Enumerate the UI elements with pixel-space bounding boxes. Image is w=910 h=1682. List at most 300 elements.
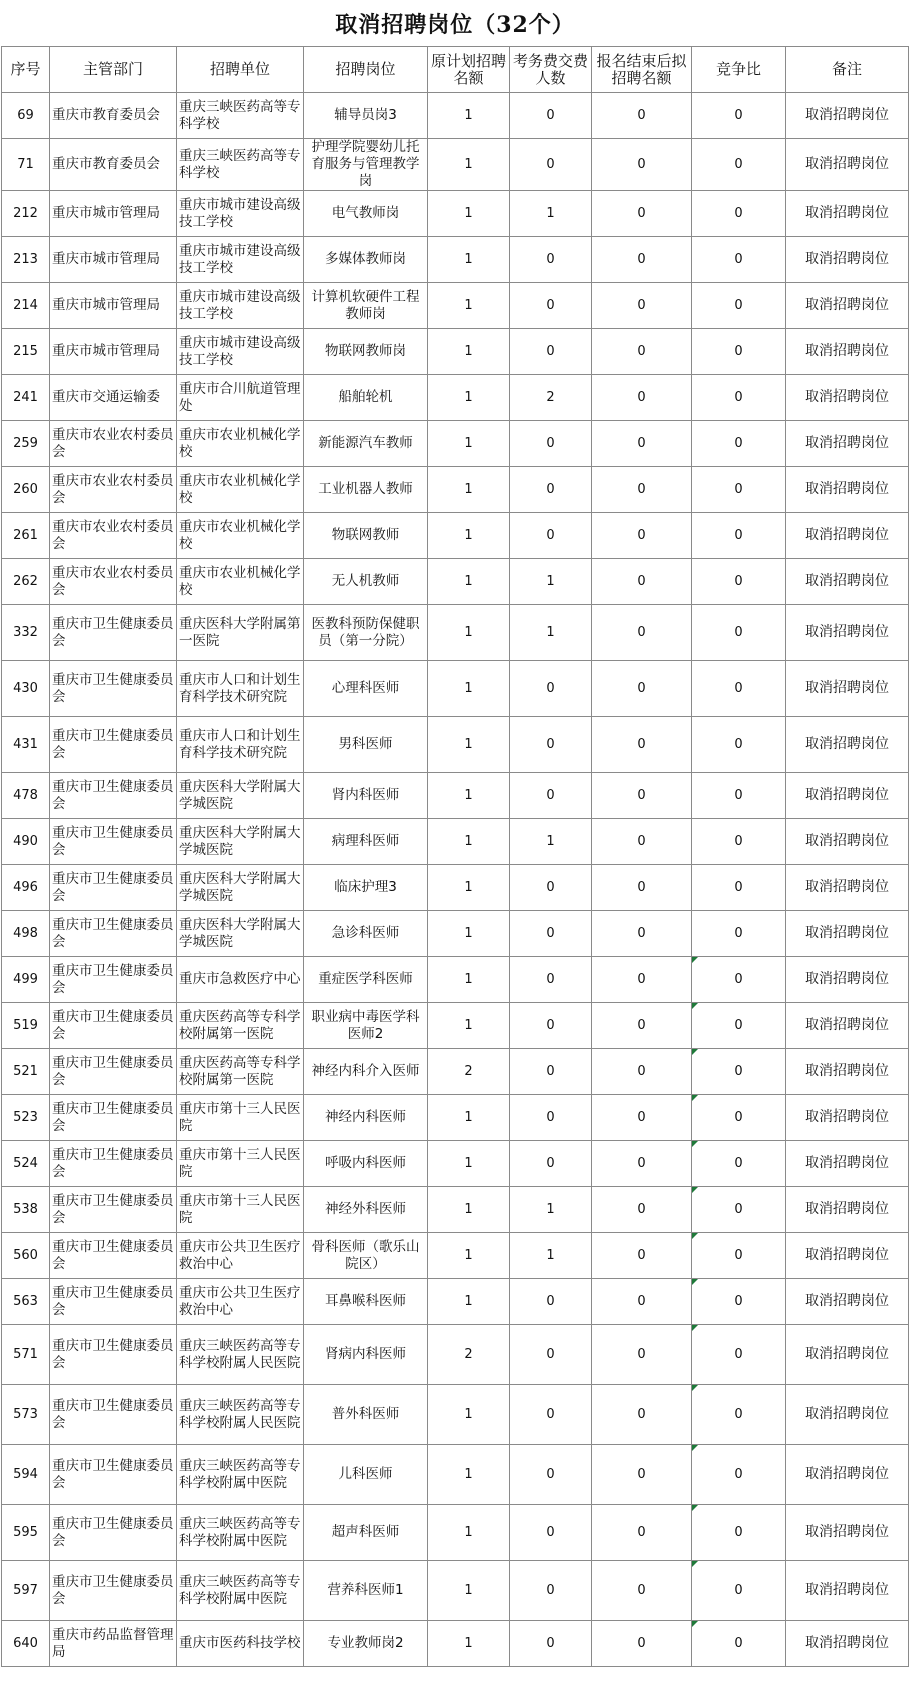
- cell-dept: 重庆市卫生健康委员会: [50, 1325, 177, 1385]
- cell-dept: 重庆市卫生健康委员会: [50, 1385, 177, 1445]
- cell-note: 取消招聘岗位: [786, 957, 909, 1003]
- cell-after: 0: [592, 559, 692, 605]
- cell-post: 电气教师岗: [304, 191, 428, 237]
- cell-note: 取消招聘岗位: [786, 375, 909, 421]
- cell-note: 取消招聘岗位: [786, 1233, 909, 1279]
- cell-dept: 重庆市交通运输委: [50, 375, 177, 421]
- cell-after: 0: [592, 1095, 692, 1141]
- cell-dept: 重庆市卫生健康委员会: [50, 661, 177, 717]
- cell-plan: 1: [428, 819, 510, 865]
- cell-plan: 1: [428, 957, 510, 1003]
- cell-post: 营养科医师1: [304, 1561, 428, 1621]
- cell-after: 0: [592, 1187, 692, 1233]
- cell-plan: 1: [428, 1141, 510, 1187]
- cell-post: 肾病内科医师: [304, 1325, 428, 1385]
- cell-unit: 重庆市公共卫生医疗救治中心: [177, 1233, 304, 1279]
- cell-ratio: 0: [692, 605, 786, 661]
- table-row: [2, 1385, 909, 1445]
- cell-no: 215: [2, 329, 50, 375]
- cell-post: 船舶轮机: [304, 375, 428, 421]
- cell-ratio: 0: [692, 421, 786, 467]
- cell-unit: 重庆市人口和计划生育科学技术研究院: [177, 717, 304, 773]
- cell-paid: 0: [510, 467, 592, 513]
- cell-paid: 0: [510, 1049, 592, 1095]
- cell-after: 0: [592, 1621, 692, 1667]
- cell-no: 213: [2, 237, 50, 283]
- cell-paid: 1: [510, 605, 592, 661]
- cell-unit: 重庆市农业机械化学校: [177, 559, 304, 605]
- cell-no: 431: [2, 717, 50, 773]
- cell-post: 职业病中毒医学科医师2: [304, 1003, 428, 1049]
- cell-note: 取消招聘岗位: [786, 1003, 909, 1049]
- cell-dept: 重庆市卫生健康委员会: [50, 1049, 177, 1095]
- cell-after: 0: [592, 329, 692, 375]
- table-row: [2, 1049, 909, 1095]
- cell-paid: 0: [510, 93, 592, 139]
- cell-ratio: 0: [692, 1049, 786, 1095]
- cell-plan: 1: [428, 1003, 510, 1049]
- cell-ratio: 0: [692, 329, 786, 375]
- cell-ratio: 0: [692, 1621, 786, 1667]
- cell-ratio: 0: [692, 1095, 786, 1141]
- cell-unit: 重庆医科大学附属大学城医院: [177, 911, 304, 957]
- cell-post: 新能源汽车教师: [304, 421, 428, 467]
- cell-note: 取消招聘岗位: [786, 1505, 909, 1561]
- cell-plan: 1: [428, 605, 510, 661]
- table-row: [2, 957, 909, 1003]
- cell-note: 取消招聘岗位: [786, 1049, 909, 1095]
- cell-post: 神经内科介入医师: [304, 1049, 428, 1095]
- cell-plan: 1: [428, 329, 510, 375]
- cell-ratio: 0: [692, 1187, 786, 1233]
- cell-note: 取消招聘岗位: [786, 1621, 909, 1667]
- cell-paid: 0: [510, 1445, 592, 1505]
- cell-after: 0: [592, 1003, 692, 1049]
- cell-post: 护理学院婴幼儿托育服务与管理教学岗: [304, 139, 428, 191]
- cell-no: 573: [2, 1385, 50, 1445]
- table-row: [2, 1141, 909, 1187]
- cell-no: 597: [2, 1561, 50, 1621]
- cell-unit: 重庆医药高等专科学校附属第一医院: [177, 1003, 304, 1049]
- cell-post: 重症医学科医师: [304, 957, 428, 1003]
- cell-plan: 1: [428, 1385, 510, 1445]
- cell-dept: 重庆市卫生健康委员会: [50, 605, 177, 661]
- cell-note: 取消招聘岗位: [786, 911, 909, 957]
- cell-dept: 重庆市卫生健康委员会: [50, 819, 177, 865]
- cell-note: 取消招聘岗位: [786, 1095, 909, 1141]
- cell-post: 专业教师岗2: [304, 1621, 428, 1667]
- cell-no: 430: [2, 661, 50, 717]
- table-row: [2, 513, 909, 559]
- cell-note: 取消招聘岗位: [786, 421, 909, 467]
- cell-ratio: 0: [692, 93, 786, 139]
- cell-paid: 0: [510, 421, 592, 467]
- table-row: [2, 661, 909, 717]
- cell-note: 取消招聘岗位: [786, 1325, 909, 1385]
- cell-post: 超声科医师: [304, 1505, 428, 1561]
- cell-dept: 重庆市卫生健康委员会: [50, 1505, 177, 1561]
- cell-dept: 重庆市药品监督管理局: [50, 1621, 177, 1667]
- cell-note: 取消招聘岗位: [786, 1385, 909, 1445]
- cell-no: 538: [2, 1187, 50, 1233]
- cell-post: 普外科医师: [304, 1385, 428, 1445]
- table-row: [2, 1233, 909, 1279]
- table-row: [2, 191, 909, 237]
- cell-ratio: 0: [692, 191, 786, 237]
- cell-ratio: 0: [692, 773, 786, 819]
- cell-note: 取消招聘岗位: [786, 865, 909, 911]
- cell-no: 640: [2, 1621, 50, 1667]
- cell-post: 工业机器人教师: [304, 467, 428, 513]
- cell-no: 241: [2, 375, 50, 421]
- cell-after: 0: [592, 1141, 692, 1187]
- header-unit: 招聘单位: [177, 47, 304, 93]
- cell-plan: 1: [428, 773, 510, 819]
- cell-ratio: 0: [692, 1233, 786, 1279]
- cell-after: 0: [592, 1233, 692, 1279]
- cell-post: 骨科医师（歌乐山院区）: [304, 1233, 428, 1279]
- cell-note: 取消招聘岗位: [786, 661, 909, 717]
- cell-dept: 重庆市卫生健康委员会: [50, 1233, 177, 1279]
- cell-paid: 1: [510, 819, 592, 865]
- cell-unit: 重庆医科大学附属第一医院: [177, 605, 304, 661]
- cell-unit: 重庆市第十三人民医院: [177, 1141, 304, 1187]
- cell-after: 0: [592, 957, 692, 1003]
- cell-paid: 1: [510, 1187, 592, 1233]
- cell-after: 0: [592, 1561, 692, 1621]
- cell-paid: 0: [510, 957, 592, 1003]
- header-no: 序号: [2, 47, 50, 93]
- cell-dept: 重庆市卫生健康委员会: [50, 717, 177, 773]
- cell-no: 69: [2, 93, 50, 139]
- cell-dept: 重庆市城市管理局: [50, 237, 177, 283]
- cell-no: 594: [2, 1445, 50, 1505]
- cell-post: 临床护理3: [304, 865, 428, 911]
- cell-post: 医教科预防保健职员（第一分院）: [304, 605, 428, 661]
- cell-unit: 重庆市城市建设高级技工学校: [177, 191, 304, 237]
- header-paid: 考务费交费人数: [510, 47, 592, 93]
- header-note: 备注: [786, 47, 909, 93]
- table-row: [2, 237, 909, 283]
- cell-plan: 1: [428, 283, 510, 329]
- cell-plan: 1: [428, 1445, 510, 1505]
- cell-note: 取消招聘岗位: [786, 559, 909, 605]
- cell-paid: 1: [510, 559, 592, 605]
- cell-after: 0: [592, 191, 692, 237]
- cell-unit: 重庆市第十三人民医院: [177, 1095, 304, 1141]
- cell-after: 0: [592, 237, 692, 283]
- cell-unit: 重庆医科大学附属大学城医院: [177, 865, 304, 911]
- cell-no: 260: [2, 467, 50, 513]
- cell-no: 595: [2, 1505, 50, 1561]
- cell-unit: 重庆市城市建设高级技工学校: [177, 237, 304, 283]
- header-plan: 原计划招聘名额: [428, 47, 510, 93]
- table-row: [2, 1561, 909, 1621]
- cell-paid: 1: [510, 1233, 592, 1279]
- cell-unit: 重庆三峡医药高等专科学校附属人民医院: [177, 1325, 304, 1385]
- cell-note: 取消招聘岗位: [786, 139, 909, 191]
- cell-after: 0: [592, 605, 692, 661]
- cell-ratio: 0: [692, 513, 786, 559]
- cell-unit: 重庆医科大学附属大学城医院: [177, 819, 304, 865]
- cell-note: 取消招聘岗位: [786, 191, 909, 237]
- table-row: [2, 1279, 909, 1325]
- cell-paid: 0: [510, 1385, 592, 1445]
- cell-ratio: 0: [692, 559, 786, 605]
- cell-post: 神经外科医师: [304, 1187, 428, 1233]
- cell-paid: 0: [510, 1279, 592, 1325]
- cell-after: 0: [592, 375, 692, 421]
- cell-plan: 1: [428, 1561, 510, 1621]
- cell-post: 儿科医师: [304, 1445, 428, 1505]
- cell-unit: 重庆三峡医药高等专科学校附属中医院: [177, 1505, 304, 1561]
- cell-no: 560: [2, 1233, 50, 1279]
- cell-paid: 0: [510, 237, 592, 283]
- table-row: [2, 1445, 909, 1505]
- cell-plan: 1: [428, 237, 510, 283]
- header-dept: 主管部门: [50, 47, 177, 93]
- cell-paid: 0: [510, 661, 592, 717]
- cell-unit: 重庆市农业机械化学校: [177, 421, 304, 467]
- cell-post: 辅导员岗3: [304, 93, 428, 139]
- cell-note: 取消招聘岗位: [786, 93, 909, 139]
- cell-dept: 重庆市卫生健康委员会: [50, 865, 177, 911]
- cell-plan: 1: [428, 93, 510, 139]
- cell-after: 0: [592, 1325, 692, 1385]
- cell-plan: 1: [428, 1233, 510, 1279]
- cell-dept: 重庆市农业农村委员会: [50, 559, 177, 605]
- cell-ratio: 0: [692, 375, 786, 421]
- cell-ratio: 0: [692, 1325, 786, 1385]
- cell-no: 499: [2, 957, 50, 1003]
- cell-plan: 1: [428, 467, 510, 513]
- cell-no: 259: [2, 421, 50, 467]
- cell-unit: 重庆医药高等专科学校附属第一医院: [177, 1049, 304, 1095]
- cell-plan: 2: [428, 1049, 510, 1095]
- header-post: 招聘岗位: [304, 47, 428, 93]
- cell-ratio: 0: [692, 1445, 786, 1505]
- cell-note: 取消招聘岗位: [786, 773, 909, 819]
- cell-post: 物联网教师岗: [304, 329, 428, 375]
- cell-plan: 1: [428, 717, 510, 773]
- cell-dept: 重庆市卫生健康委员会: [50, 957, 177, 1003]
- cell-after: 0: [592, 1385, 692, 1445]
- cell-post: 物联网教师: [304, 513, 428, 559]
- table-row: [2, 773, 909, 819]
- cell-paid: 0: [510, 865, 592, 911]
- cell-ratio: 0: [692, 467, 786, 513]
- cell-no: 261: [2, 513, 50, 559]
- cell-unit: 重庆三峡医药高等专科学校: [177, 93, 304, 139]
- cell-no: 521: [2, 1049, 50, 1095]
- cell-no: 214: [2, 283, 50, 329]
- cell-after: 0: [592, 717, 692, 773]
- cell-plan: 1: [428, 661, 510, 717]
- cell-no: 478: [2, 773, 50, 819]
- cell-dept: 重庆市卫生健康委员会: [50, 1445, 177, 1505]
- cell-unit: 重庆三峡医药高等专科学校附属中医院: [177, 1445, 304, 1505]
- cell-dept: 重庆市卫生健康委员会: [50, 773, 177, 819]
- cell-after: 0: [592, 773, 692, 819]
- cell-ratio: 0: [692, 1003, 786, 1049]
- cell-dept: 重庆市农业农村委员会: [50, 513, 177, 559]
- cell-no: 496: [2, 865, 50, 911]
- cell-post: 神经内科医师: [304, 1095, 428, 1141]
- cancelled-positions-table: [1, 46, 909, 1667]
- cell-ratio: 0: [692, 139, 786, 191]
- cell-no: 563: [2, 1279, 50, 1325]
- cell-plan: 1: [428, 1279, 510, 1325]
- table-row: [2, 1325, 909, 1385]
- cell-after: 0: [592, 283, 692, 329]
- cell-paid: 0: [510, 1141, 592, 1187]
- cell-no: 71: [2, 139, 50, 191]
- cell-after: 0: [592, 421, 692, 467]
- table-row: [2, 605, 909, 661]
- cell-plan: 1: [428, 559, 510, 605]
- cell-ratio: 0: [692, 1385, 786, 1445]
- cell-note: 取消招聘岗位: [786, 605, 909, 661]
- cell-no: 212: [2, 191, 50, 237]
- table-row: [2, 329, 909, 375]
- cell-dept: 重庆市农业农村委员会: [50, 467, 177, 513]
- cell-plan: 1: [428, 1187, 510, 1233]
- cell-dept: 重庆市卫生健康委员会: [50, 1003, 177, 1049]
- cell-post: 多媒体教师岗: [304, 237, 428, 283]
- table-row: [2, 1095, 909, 1141]
- table-row: [2, 1003, 909, 1049]
- table-row: [2, 1505, 909, 1561]
- cell-ratio: 0: [692, 237, 786, 283]
- cell-post: 计算机软硬件工程教师岗: [304, 283, 428, 329]
- cell-plan: 1: [428, 191, 510, 237]
- table-row: [2, 911, 909, 957]
- cell-note: 取消招聘岗位: [786, 1445, 909, 1505]
- cell-plan: 1: [428, 1621, 510, 1667]
- cell-dept: 重庆市城市管理局: [50, 283, 177, 329]
- cell-no: 519: [2, 1003, 50, 1049]
- cell-note: 取消招聘岗位: [786, 513, 909, 559]
- cell-note: 取消招聘岗位: [786, 717, 909, 773]
- header-after: 报名结束后拟招聘名额: [592, 47, 692, 93]
- cell-no: 571: [2, 1325, 50, 1385]
- cell-unit: 重庆市合川航道管理处: [177, 375, 304, 421]
- cell-unit: 重庆市农业机械化学校: [177, 513, 304, 559]
- cell-unit: 重庆医科大学附属大学城医院: [177, 773, 304, 819]
- table-row: [2, 717, 909, 773]
- cell-paid: 0: [510, 513, 592, 559]
- table-row: [2, 467, 909, 513]
- cell-post: 急诊科医师: [304, 911, 428, 957]
- cell-unit: 重庆市第十三人民医院: [177, 1187, 304, 1233]
- cell-ratio: 0: [692, 283, 786, 329]
- cell-post: 耳鼻喉科医师: [304, 1279, 428, 1325]
- cell-dept: 重庆市卫生健康委员会: [50, 1141, 177, 1187]
- cell-plan: 1: [428, 1095, 510, 1141]
- cell-no: 332: [2, 605, 50, 661]
- cell-unit: 重庆市农业机械化学校: [177, 467, 304, 513]
- table-row: [2, 1187, 909, 1233]
- table-row: [2, 1621, 909, 1667]
- cell-dept: 重庆市城市管理局: [50, 329, 177, 375]
- cell-note: 取消招聘岗位: [786, 1561, 909, 1621]
- cell-paid: 0: [510, 911, 592, 957]
- table-row: [2, 559, 909, 605]
- cell-after: 0: [592, 1049, 692, 1095]
- cell-paid: 0: [510, 1621, 592, 1667]
- cell-ratio: 0: [692, 911, 786, 957]
- cell-unit: 重庆三峡医药高等专科学校附属中医院: [177, 1561, 304, 1621]
- cell-paid: 0: [510, 139, 592, 191]
- cell-post: 肾内科医师: [304, 773, 428, 819]
- cell-unit: 重庆市公共卫生医疗救治中心: [177, 1279, 304, 1325]
- cell-post: 男科医师: [304, 717, 428, 773]
- cell-after: 0: [592, 1279, 692, 1325]
- cell-note: 取消招聘岗位: [786, 819, 909, 865]
- cell-post: 心理科医师: [304, 661, 428, 717]
- cell-plan: 1: [428, 375, 510, 421]
- cell-note: 取消招聘岗位: [786, 237, 909, 283]
- cell-post: 呼吸内科医师: [304, 1141, 428, 1187]
- cell-after: 0: [592, 661, 692, 717]
- cell-ratio: 0: [692, 661, 786, 717]
- cell-dept: 重庆市卫生健康委员会: [50, 1095, 177, 1141]
- cell-ratio: 0: [692, 957, 786, 1003]
- cell-after: 0: [592, 139, 692, 191]
- cell-paid: 0: [510, 1003, 592, 1049]
- cell-paid: 0: [510, 1325, 592, 1385]
- table-row: [2, 865, 909, 911]
- cell-no: 262: [2, 559, 50, 605]
- cell-after: 0: [592, 467, 692, 513]
- cell-plan: 2: [428, 1325, 510, 1385]
- cell-dept: 重庆市教育委员会: [50, 139, 177, 191]
- cell-ratio: 0: [692, 1279, 786, 1325]
- cell-note: 取消招聘岗位: [786, 1187, 909, 1233]
- cell-plan: 1: [428, 421, 510, 467]
- cell-paid: 0: [510, 1561, 592, 1621]
- cell-post: 无人机教师: [304, 559, 428, 605]
- cell-post: 病理科医师: [304, 819, 428, 865]
- cell-dept: 重庆市卫生健康委员会: [50, 911, 177, 957]
- cell-after: 0: [592, 865, 692, 911]
- table-row: [2, 421, 909, 467]
- cell-paid: 0: [510, 283, 592, 329]
- cell-ratio: 0: [692, 865, 786, 911]
- cell-paid: 0: [510, 1095, 592, 1141]
- cell-dept: 重庆市卫生健康委员会: [50, 1187, 177, 1233]
- cell-ratio: 0: [692, 1505, 786, 1561]
- cell-after: 0: [592, 1445, 692, 1505]
- cell-paid: 1: [510, 191, 592, 237]
- cell-unit: 重庆市城市建设高级技工学校: [177, 329, 304, 375]
- cell-ratio: 0: [692, 717, 786, 773]
- cell-note: 取消招聘岗位: [786, 467, 909, 513]
- cell-after: 0: [592, 513, 692, 559]
- table-row: [2, 819, 909, 865]
- cell-dept: 重庆市教育委员会: [50, 93, 177, 139]
- cell-note: 取消招聘岗位: [786, 1279, 909, 1325]
- header-ratio: 竞争比: [692, 47, 786, 93]
- table-header-row: [2, 47, 909, 93]
- cell-unit: 重庆市医药科技学校: [177, 1621, 304, 1667]
- cell-plan: 1: [428, 513, 510, 559]
- cell-note: 取消招聘岗位: [786, 1141, 909, 1187]
- page-title: 取消招聘岗位（32个）: [335, 11, 575, 38]
- cell-plan: 1: [428, 911, 510, 957]
- cell-unit: 重庆市急救医疗中心: [177, 957, 304, 1003]
- cell-no: 524: [2, 1141, 50, 1187]
